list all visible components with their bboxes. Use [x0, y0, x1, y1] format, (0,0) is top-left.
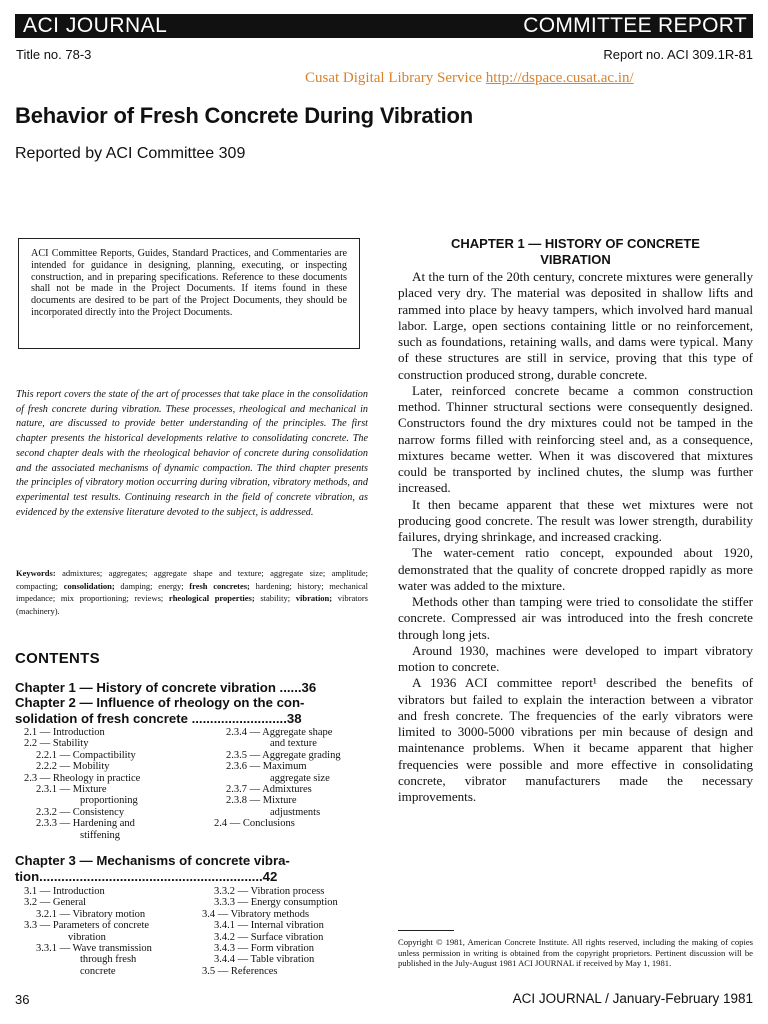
toc-entry[interactable]: 2.3.6 — Maximum: [226, 761, 307, 773]
toc-entry: vibration: [68, 931, 106, 943]
toc-chapter-3[interactable]: [15, 853, 367, 884]
toc-entry: and texture: [270, 738, 317, 750]
report-type: COMMITTEE REPORT: [523, 14, 747, 37]
toc-entry[interactable]: 3.5 — References: [202, 965, 278, 977]
disclaimer-box: ACI Committee Reports, Guides, Standard Practices, and Commentaries are intended for guidance in designing, planning, executing, or inspecting construction, and in preparing specifications. Reference to these documents shall not be made in the Project Documents. If items found in these documents are desired to be part of the Project Documents, they should be incorporated directly into the Project Documents.: [18, 238, 360, 349]
toc-entry: stiffening: [80, 829, 121, 841]
body-paragraph: Around 1930, machines were developed to impart vibratory motion to concrete.: [398, 642, 753, 674]
library-watermark: [305, 70, 634, 87]
toc-ch2-left-list: [24, 727, 140, 841]
body-paragraph: Methods other than tamping were tried to consolidate the stiffer concrete. Compressed air was introduced into the fresh concrete through long jets.: [398, 594, 753, 642]
keyword-segment: consolidation;: [63, 580, 115, 591]
keyword-segment: admixtures; aggregates; aggregate shape and texture; aggregate size; amplitude; compacting;: [16, 568, 368, 591]
toc-ch3-right-list: [202, 886, 338, 977]
toc-chapter-3-line2: tion.............................................................42: [15, 868, 278, 884]
keyword-segment: vibrators (machinery).: [16, 593, 368, 616]
page-number: 36: [15, 992, 30, 1007]
toc-entry[interactable]: 3.4.1 — Internal vibration: [214, 920, 324, 932]
toc-ch3-left-list: [24, 886, 152, 977]
toc-entry: concrete: [80, 965, 116, 977]
body-paragraph: It then became apparent that these wet mixtures were not producing good concrete. The result was lower strength, durability failures, drying shrinkage, and increased cracking.: [398, 496, 753, 544]
chapter-1-heading-line1: CHAPTER 1 — HISTORY OF CONCRETE: [451, 236, 700, 251]
keyword-segment: fresh concretes;: [189, 580, 250, 591]
body-paragraph: A 1936 ACI committee report¹ described the benefits of vibrators but failed to explain the interaction between a vibrator and fresh concrete. The frequencies of the early vibrators were limited to 3000-5000 vibrations per min because of design and maintenance problems. When it became apparent that higher frequencies were possible and more effective in consolidating concrete, vibrator manufacturers made the necessary improvements.: [398, 675, 753, 804]
toc-chapter-2-line2: solidation of fresh concrete ..........................38: [15, 710, 302, 726]
contents-heading: CONTENTS: [15, 650, 100, 667]
title-number: Title no. 78-3: [16, 47, 92, 62]
toc-entry[interactable]: 3.4 — Vibratory methods: [202, 908, 310, 920]
body-paragraph: The water-cement ratio concept, expounded about 1920, demonstrated that the quality of concrete dropped rapidly as more water was added to the mixture.: [398, 545, 753, 593]
toc-entry[interactable]: 2.3.2 — Consistency: [36, 806, 125, 818]
body-paragraph: At the turn of the 20th century, concrete mixtures were generally placed very dry. The material was deposited in shallow lifts and rammed into place by heavy tampers, which involved hard manual labor. Large, open sections containing little or no reinforcement, such as foundations, retaining walls, and dams were typical. Many of these structures are still in service, proving that this type of construction produced strong, durable concrete.: [398, 269, 753, 382]
toc-entry: adjustments: [270, 806, 321, 818]
keyword-segment: damping; energy;: [114, 580, 190, 591]
toc-entry[interactable]: 2.3.8 — Mixture: [226, 795, 297, 807]
keyword-segment: vibration;: [295, 593, 333, 603]
toc-entry[interactable]: 3.3.3 — Energy consumption: [214, 897, 338, 909]
report-number: Report no. ACI 309.1R-81: [603, 47, 753, 62]
keywords-list: [16, 568, 368, 616]
toc-entry[interactable]: 3.1 — Introduction: [24, 886, 105, 897]
toc-entry[interactable]: 3.3.1 — Wave transmission: [36, 943, 152, 955]
chapter-1-heading: [398, 236, 753, 268]
toc-entry[interactable]: 2.3.4 — Aggregate shape: [226, 727, 333, 738]
toc-chapter-1[interactable]: Chapter 1 — History of concrete vibration ......36: [15, 680, 317, 695]
toc-entry[interactable]: 3.2 — General: [24, 897, 87, 909]
toc-entry[interactable]: 3.4.2 — Surface vibration: [214, 931, 324, 943]
toc-chapter-3-line1: Chapter 3 — Mechanisms of concrete vibra-: [15, 853, 290, 868]
toc-entry[interactable]: 3.4.3 — Form vibration: [214, 943, 315, 955]
keywords: [16, 567, 368, 617]
toc-entry[interactable]: 3.4.4 — Table vibration: [214, 954, 315, 966]
copyright-note: Copyright © 1981, American Concrete Institute. All rights reserved, including the making of copies unless permission in writing is obtained from the copyright proprietors. Pertinent discussion will be published in the July-August 1981 ACI JOURNAL if received by May 1, 1981.: [398, 937, 753, 969]
footnote-divider: [398, 930, 454, 931]
journal-issue: ACI JOURNAL / January-February 1981: [512, 991, 753, 1006]
toc-entry[interactable]: 2.3.3 — Hardening and: [36, 818, 135, 830]
paper-title: Behavior of Fresh Concrete During Vibration: [15, 103, 473, 128]
abstract: This report covers the state of the art of processes that take place in the consolidation of fresh concrete during vibration. These processes, rheological and mechanical in nature, are discussed to provide better understanding of the principles. The first chapter presents the historical developments relative to consolidating concrete. The second chapter deals with the rheological behavior of concrete during consolidation and the associated mechanisms of dynamic compaction. The third chapter presents the principles of vibratory motion occurring during vibration, vibratory methods, and experimental test results. Continuing research in the field of concrete vibration, as evidenced by the extensive literature devoted to the subject, is addressed.: [16, 389, 368, 518]
toc-entry: aggregate size: [270, 772, 330, 784]
toc-entry[interactable]: 2.3 — Rheology in practice: [24, 772, 141, 784]
toc-chapter-2[interactable]: [15, 695, 367, 726]
library-link[interactable]: http://dspace.cusat.ac.in/: [485, 70, 634, 86]
toc-entry: through fresh: [80, 954, 137, 966]
reported-by: Reported by ACI Committee 309: [15, 145, 246, 162]
toc-entry[interactable]: 2.2.2 — Mobility: [36, 761, 110, 773]
library-name: Cusat Digital Library Service: [305, 70, 483, 86]
journal-header-bar: [15, 14, 753, 38]
toc-entry[interactable]: 2.1 — Introduction: [24, 727, 105, 738]
chapter-1-column: [398, 236, 753, 805]
keyword-segment: hardening; history; mechanical impedance; mix proportioning; reviews;: [16, 580, 368, 603]
keyword-segment: rheological properties;: [168, 593, 255, 603]
toc-entry[interactable]: 2.4 — Conclusions: [214, 818, 295, 830]
toc-chapter-2-line1: Chapter 2 — Influence of rheology on the con-: [15, 695, 305, 710]
toc-entry[interactable]: 3.3.2 — Vibration process: [214, 886, 325, 897]
body-paragraph: Later, reinforced concrete became a common construction method. Thinner structural sections were consequently designed. Constructors found the dry mixtures could not be tamped in the narrow forms filled with reinforcing steel and, as a consequence, mixtures became wetter. When it was discovered that mixtures could be transported by inclined chutes, the slump was further increased.: [398, 382, 753, 496]
toc-entry[interactable]: 2.3.5 — Aggregate grading: [226, 749, 341, 761]
toc-entry[interactable]: 3.2.1 — Vibratory motion: [36, 908, 146, 920]
toc-entry[interactable]: 2.3.7 — Admixtures: [226, 784, 312, 796]
toc-entry: proportioning: [80, 795, 138, 807]
toc-ch2-right-list: [214, 727, 341, 830]
chapter-1-body: [398, 269, 753, 805]
toc-entry[interactable]: 3.3 — Parameters of concrete: [24, 920, 150, 932]
toc-entry[interactable]: 2.2.1 — Compactibility: [36, 749, 136, 761]
journal-name: ACI JOURNAL: [23, 14, 168, 37]
toc-entry[interactable]: 2.2 — Stability: [24, 738, 89, 750]
chapter-1-heading-line2: VIBRATION: [540, 252, 611, 267]
keyword-segment: stability;: [254, 593, 296, 603]
toc-entry[interactable]: 2.3.1 — Mixture: [36, 784, 107, 796]
keywords-label: Keywords:: [16, 568, 56, 578]
